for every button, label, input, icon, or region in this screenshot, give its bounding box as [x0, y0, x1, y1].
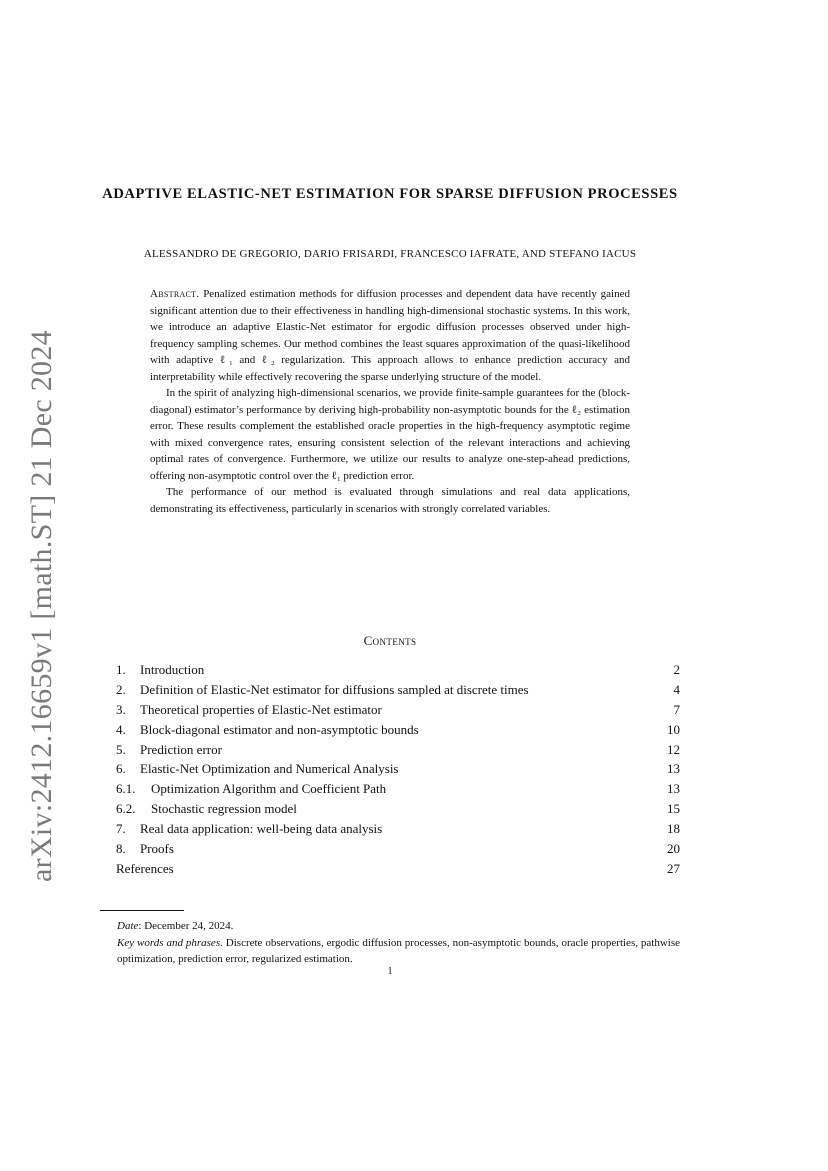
keywords-footnote: [100, 935, 680, 968]
toc-entry-page: 27: [667, 860, 680, 876]
toc-entry[interactable]: [116, 740, 680, 760]
toc-entry-page: 10: [667, 721, 680, 737]
abstract-paragraph-3: The performance of our method is evaluated through simulations and real data applications, demonstrating its effectiveness, particularly in scenarios with strongly correlated variables.: [150, 486, 630, 515]
toc-entry-page: 18: [667, 821, 680, 837]
contents-heading: Contents: [363, 633, 417, 648]
author-list: ALESSANDRO DE GREGORIO, DARIO FRISARDI, FRANCESCO IAFRATE, AND STEFANO IACUS: [143, 248, 637, 260]
toc-entry[interactable]: [116, 700, 680, 720]
footnotes: [100, 918, 680, 968]
toc-entry[interactable]: [116, 759, 680, 779]
abstract-heading: Abstract.: [150, 288, 200, 300]
toc-entry-page: 15: [667, 801, 680, 817]
toc-entry-page: 13: [667, 781, 680, 797]
paper-title: ADAPTIVE ELASTIC-NET ESTIMATION FOR SPARSE DIFFUSION PROCESSES: [102, 186, 678, 202]
toc-entry-page: 4: [673, 681, 680, 697]
toc-entry[interactable]: [116, 779, 680, 799]
toc-entry-label: Block-diagonal estimator and non-asymptotic bounds: [140, 721, 419, 737]
toc-entry-number: 7.: [116, 821, 126, 837]
toc-entry-label: Optimization Algorithm and Coefficient Path: [151, 781, 387, 797]
toc-entry-label: References: [116, 860, 174, 876]
abstract-paragraph-2: In the spirit of analyzing high-dimensional scenarios, we provide finite-sample guarantees for the (block-diagonal) estimator’s performance by deriving high-probability non-asymptotic bounds for the ℓ₂ estimation error. These results complement the established oracle properties in the high-frequency asymptotic regime with mixed convergence rates, ensuring consistent selection of the relevant interactions and achieving optimal rates of convergence. Furthermore, we utilize our results to analyze one-step-ahead predictions, offering non-asymptotic control over the ℓ₁ prediction error.: [150, 387, 630, 482]
toc-entry[interactable]: [116, 819, 680, 839]
toc-entry-number: 2.: [116, 681, 126, 697]
toc-entry-page: 7: [673, 701, 680, 717]
toc-entry-number: 4.: [116, 721, 126, 737]
keywords-label: Key words and phrases.: [117, 936, 223, 949]
toc-entry-label: Stochastic regression model: [151, 801, 297, 817]
toc-entry[interactable]: [116, 859, 680, 879]
page-number: 1: [387, 966, 393, 977]
footnote-rule: [100, 910, 184, 911]
toc-entry[interactable]: [116, 680, 680, 700]
abstract-paragraph-1: [150, 286, 630, 385]
toc-entry-label: Real data application: well-being data analysis: [140, 821, 383, 837]
toc-entry[interactable]: [116, 839, 680, 859]
toc-entry-page: 13: [667, 761, 680, 777]
toc-entry-label: Theoretical properties of Elastic-Net estimator: [140, 701, 382, 717]
toc-entry-label: Prediction error: [140, 741, 222, 757]
toc-entry-page: 12: [667, 741, 680, 757]
date-label: Date: [117, 920, 139, 932]
toc-entry-number: 6.1.: [116, 781, 136, 797]
toc-entry-label: Proofs: [140, 841, 174, 857]
toc-entry-number: 8.: [116, 841, 126, 857]
toc-entry-page: 2: [673, 662, 680, 677]
arxiv-identifier-stamp: arXiv:2412.16659v1 [math.ST] 21 Dec 2024: [25, 330, 58, 882]
toc-entry[interactable]: [116, 720, 680, 740]
date-value: : December 24, 2024.: [138, 920, 234, 932]
toc-entry-number: 6.2.: [116, 801, 136, 817]
keywords-value: Discrete observations, ergodic diffusion processes, non-asymptotic bounds, oracle properties, pathwise optimization, prediction error, regularized estimation.: [117, 936, 680, 965]
date-footnote: [100, 918, 680, 935]
toc-entry-number: 5.: [116, 741, 126, 757]
toc-entry-page: 20: [667, 841, 680, 857]
abstract-text-1: Penalized estimation methods for diffusion processes and dependent data have recently gained significant attention due to their effectiveness in handling high-dimensional stochastic systems. In this work, we introduce an adaptive Elastic-Net estimator for ergodic diffusion processes observed under high-frequency sampling schemes. Our method combines the least squares approximation of the quasi-likelihood with adaptive ℓ₁ and ℓ₂ regularization. This approach allows to enhance prediction accuracy and interpretability while effectively recovering the sparse underlying structure of the model.: [150, 288, 630, 383]
toc-entry-number: 1.: [116, 662, 126, 677]
toc-entry[interactable]: [116, 660, 680, 680]
toc-entry-number: 3.: [116, 701, 126, 717]
toc-entry[interactable]: [116, 799, 680, 819]
toc-entry-label: Introduction: [140, 662, 205, 677]
toc-entry-label: Definition of Elastic-Net estimator for diffusions sampled at discrete times: [140, 681, 529, 697]
toc-entry-label: Elastic-Net Optimization and Numerical Analysis: [140, 761, 399, 777]
toc-entry-number: 6.: [116, 761, 126, 777]
abstract: [150, 286, 630, 517]
table-of-contents: [116, 660, 680, 879]
